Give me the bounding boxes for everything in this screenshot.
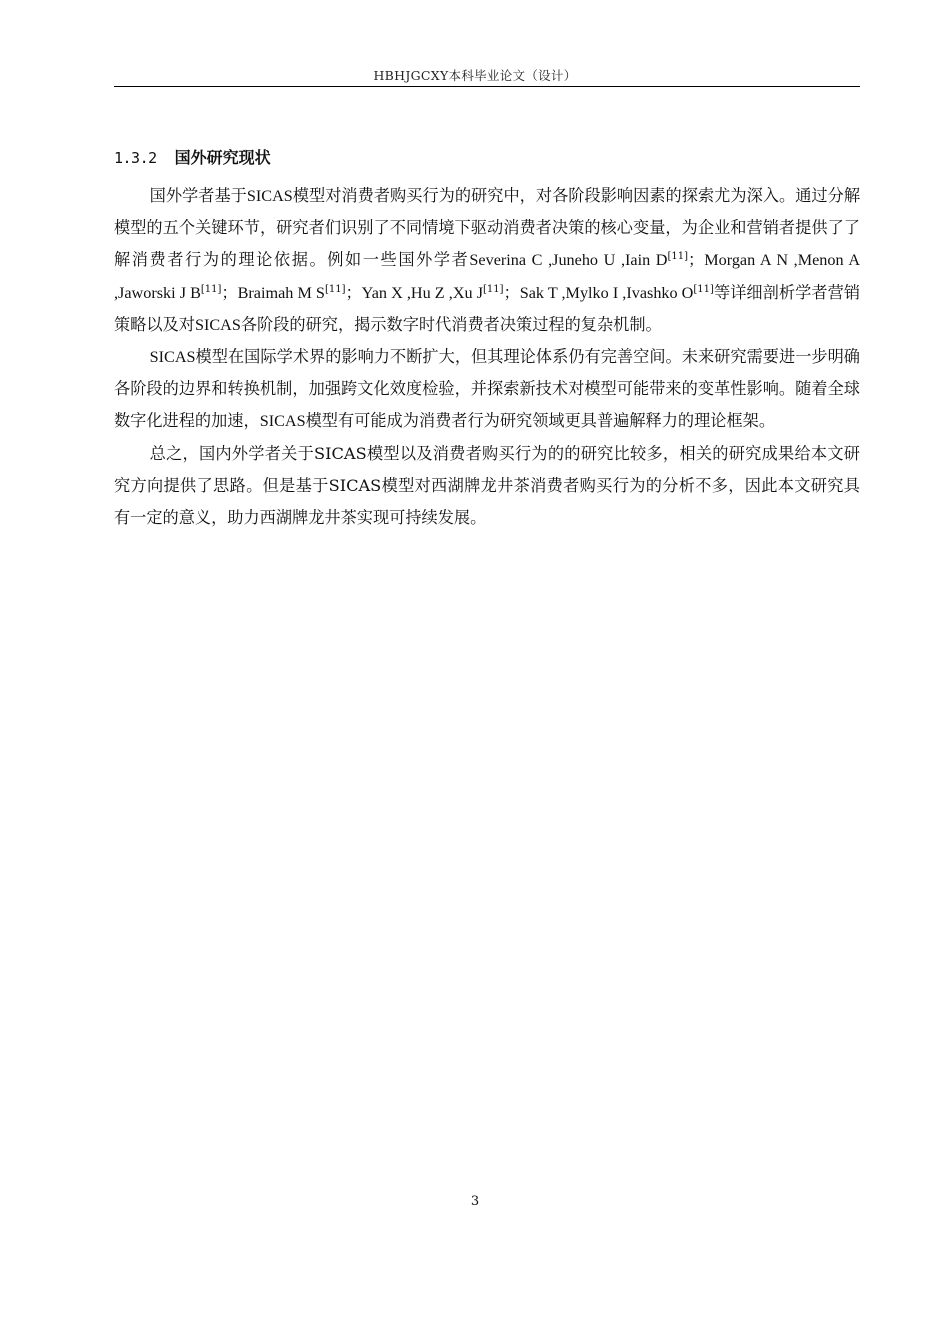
citation-authors: Braimah M S xyxy=(237,283,325,302)
text-run: 模型对消费者购买行为的研究中，对各阶段影响因素的探索尤为深入。通过分解模型的五个关键环节，研究者们识别了不同情境下驱动消费者决策的核心变量，为企业和营销者提供了了解消费者行为的理论依据。例如一些国外学者 xyxy=(114,186,861,270)
running-header: HBHJGCXY本科毕业论文（设计） xyxy=(373,68,577,83)
citation-authors: Sak T ,Mylko I ,Ivashko O xyxy=(519,283,694,302)
text-run: ； xyxy=(688,250,705,270)
text-run: ； xyxy=(345,282,362,302)
text-run: ； xyxy=(503,282,520,302)
text-run: 模型在国际学术界的影响力不断扩大，但其理论体系仍有完善空间。未来研究需要进一步明确各阶段的边界和转换机制，加强跨文化效度检验，并探索新技术对模型可能带来的变革性影响。随着全球数字化进程的加速， xyxy=(114,347,860,431)
text-run: 总之，国内外学者关于SICAS模型以及消费者购买行为的的研究比较多，相关的研究成果给本文研究方向提供了思路。但是基于SICAS模型对西湖牌龙井茶消费者购买行为的分析不多，因此本文研究具有一定的意义，助力西湖牌龙井茶实现可持续发展。 xyxy=(114,443,860,528)
citation-ref: [11] xyxy=(324,283,346,295)
section-number: 1.3.2 xyxy=(114,149,157,167)
text-run: SICAS xyxy=(194,315,241,334)
text-run: 各阶段的研究，揭示数字时代消费者决策过程的复杂机制。 xyxy=(240,314,662,334)
text-run: 模型有可能成为消费者行为研究领域更具普遍解释力的理论框架。 xyxy=(305,411,776,431)
paragraph-summary xyxy=(114,438,860,535)
citation-ref: [11] xyxy=(667,251,689,263)
section-heading xyxy=(114,146,860,170)
citation-authors: Morgan A N ,Menon A ,Jaworski J B xyxy=(114,251,861,302)
paragraph-foreign-scholars xyxy=(114,180,860,341)
citation-ref: [11] xyxy=(693,283,714,295)
paragraph-sicas-influence xyxy=(114,341,860,438)
text-run: ； xyxy=(221,282,238,302)
citation-authors: Severina C ,Juneho U ,Iain D xyxy=(469,251,668,270)
text-run: SICAS xyxy=(246,187,293,205)
text-run: SICAS xyxy=(149,348,196,367)
text-run: 等详细剖析学者营销策略以及对 xyxy=(114,282,861,334)
citation-authors: Yan X ,Hu Z ,Xu J xyxy=(361,283,484,302)
section-title: 国外研究现状 xyxy=(174,148,271,167)
citation-ref: [11] xyxy=(483,283,504,295)
text-run: SICAS xyxy=(259,412,306,431)
citation-ref: [11] xyxy=(200,283,222,295)
page-number: 3 xyxy=(470,1194,480,1209)
text-run: 国外学者基于 xyxy=(149,186,247,205)
header-divider xyxy=(114,86,860,87)
body-text xyxy=(114,180,860,534)
